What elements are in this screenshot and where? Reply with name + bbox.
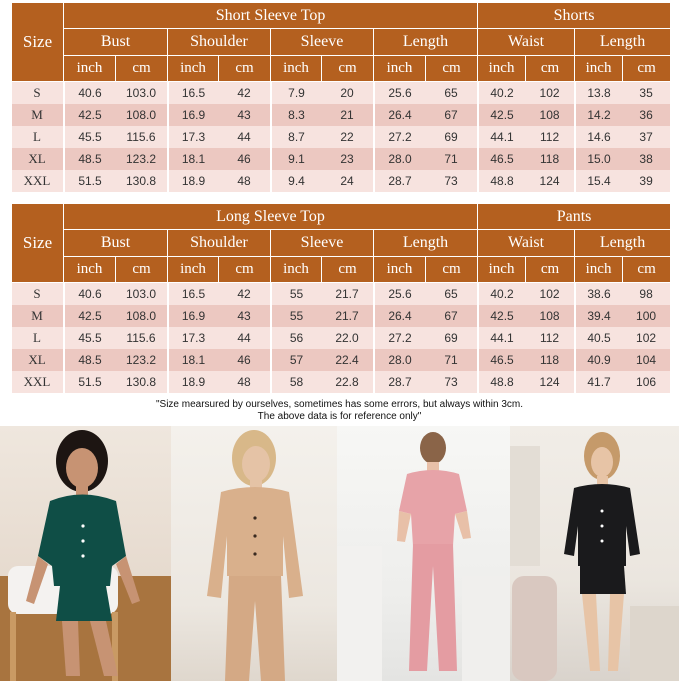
bottom-group-header: Pants [478, 204, 671, 230]
measurement-cell: 39 [623, 170, 671, 192]
measure-header: Length [575, 29, 671, 56]
measurement-cell: 16.5 [168, 82, 219, 104]
measurement-cell: 18.9 [168, 371, 219, 393]
measurement-cell: 40.9 [575, 349, 623, 371]
model-illustration [0, 426, 171, 681]
measurement-cell: 102 [526, 82, 575, 104]
table-row [12, 148, 671, 170]
measurement-cell: 44.1 [478, 126, 526, 148]
measurement-cell: 22 [322, 126, 374, 148]
unit-header: cm [322, 257, 374, 283]
measurement-cell: 42.5 [478, 305, 526, 327]
measurement-cell: 26.4 [374, 305, 426, 327]
table-body [12, 283, 671, 393]
measurement-cell: 18.9 [168, 170, 219, 192]
measurement-cell: 42 [219, 283, 271, 305]
measurement-cell: 25.6 [374, 283, 426, 305]
table-group-header-row [12, 3, 671, 29]
size-cell: M [12, 305, 64, 327]
measurement-cell: 27.2 [374, 126, 426, 148]
measurement-cell: 48 [219, 170, 271, 192]
unit-header: inch [575, 257, 623, 283]
measurement-cell: 45.5 [64, 126, 116, 148]
unit-header: inch [575, 56, 623, 82]
model-photo-black-short-set [510, 426, 679, 681]
measurement-cell: 115.6 [116, 327, 168, 349]
measurement-cell: 14.6 [575, 126, 623, 148]
unit-header: cm [219, 257, 271, 283]
measurement-cell: 38 [623, 148, 671, 170]
measurement-cell: 22.4 [322, 349, 374, 371]
measure-header: Bust [64, 230, 168, 257]
measurement-cell: 15.4 [575, 170, 623, 192]
measurement-cell: 28.0 [374, 148, 426, 170]
unit-header: cm [426, 257, 478, 283]
measurement-cell: 71 [426, 349, 478, 371]
measurement-cell: 8.3 [271, 104, 322, 126]
measurement-cell: 118 [526, 148, 575, 170]
measurement-cell: 43 [219, 305, 271, 327]
table-unit-header-row [12, 257, 671, 283]
measurement-cell: 56 [271, 327, 322, 349]
disclaimer-line-1: "Size mearsured by ourselves, sometimes has some errors, but always within 3cm. [155, 399, 524, 410]
measurement-cell: 27.2 [374, 327, 426, 349]
measurement-cell: 67 [426, 305, 478, 327]
measurement-cell: 28.7 [374, 170, 426, 192]
measurement-cell: 130.8 [116, 170, 168, 192]
table-group-header-row [12, 204, 671, 230]
measurement-cell: 100 [623, 305, 671, 327]
table-row [12, 305, 671, 327]
measurement-cell: 42.5 [64, 104, 116, 126]
measurement-cell: 28.0 [374, 349, 426, 371]
measurement-cell: 13.8 [575, 82, 623, 104]
measurement-cell: 42 [219, 82, 271, 104]
measurement-cell: 115.6 [116, 126, 168, 148]
measure-header: Shoulder [168, 29, 271, 56]
measurement-cell: 14.2 [575, 104, 623, 126]
measurement-cell: 69 [426, 126, 478, 148]
measurement-cell: 51.5 [64, 371, 116, 393]
unit-header: inch [64, 257, 116, 283]
measurement-cell: 46.5 [478, 349, 526, 371]
unit-header: cm [322, 56, 374, 82]
measurement-cell: 46.5 [478, 148, 526, 170]
table-unit-header-row [12, 56, 671, 82]
measurement-cell: 38.6 [575, 283, 623, 305]
size-cell: S [12, 82, 64, 104]
model-photo-champagne-pants-set [171, 426, 337, 681]
model-photo-green-short-set [0, 426, 171, 681]
short-sleeve-size-table [11, 2, 672, 192]
measurement-cell: 55 [271, 305, 322, 327]
measure-header: Waist [478, 29, 575, 56]
top-group-header: Short Sleeve Top [64, 3, 478, 29]
unit-header: cm [526, 56, 575, 82]
unit-header: inch [478, 56, 526, 82]
measurement-cell: 46 [219, 148, 271, 170]
measurement-cell: 123.2 [116, 148, 168, 170]
measurement-cell: 108.0 [116, 305, 168, 327]
measurement-cell: 21.7 [322, 305, 374, 327]
measurement-cell: 9.4 [271, 170, 322, 192]
bottom-group-header: Shorts [478, 3, 671, 29]
measurement-cell: 18.1 [168, 349, 219, 371]
measurement-cell: 48.5 [64, 349, 116, 371]
table-body [12, 82, 671, 192]
measurement-cell: 130.8 [116, 371, 168, 393]
measurement-cell: 123.2 [116, 349, 168, 371]
measurement-cell: 39.4 [575, 305, 623, 327]
measurement-cell: 98 [623, 283, 671, 305]
disclaimer-line-2: The above data is for reference only" [257, 411, 422, 422]
measurement-cell: 106 [623, 371, 671, 393]
measurement-cell: 22.0 [322, 327, 374, 349]
table-row [12, 170, 671, 192]
measurement-cell: 65 [426, 82, 478, 104]
size-cell: XXL [12, 170, 64, 192]
measurement-cell: 57 [271, 349, 322, 371]
unit-header: inch [374, 257, 426, 283]
measurement-cell: 48.5 [64, 148, 116, 170]
measure-header: Length [374, 230, 478, 257]
measurement-cell: 22.8 [322, 371, 374, 393]
measure-header: Shoulder [168, 230, 271, 257]
unit-header: inch [478, 257, 526, 283]
table-row [12, 82, 671, 104]
measurement-cell: 104 [623, 349, 671, 371]
measurement-cell: 7.9 [271, 82, 322, 104]
size-column-header: Size [12, 3, 64, 82]
measurement-cell: 67 [426, 104, 478, 126]
measurement-cell: 108.0 [116, 104, 168, 126]
size-cell: L [12, 327, 64, 349]
table-row [12, 349, 671, 371]
model-illustration [510, 426, 679, 681]
measurement-cell: 40.6 [64, 82, 116, 104]
measurement-cell: 71 [426, 148, 478, 170]
size-column-header: Size [12, 204, 64, 283]
table-row [12, 104, 671, 126]
table-row [12, 327, 671, 349]
unit-header: inch [374, 56, 426, 82]
unit-header: cm [623, 257, 671, 283]
unit-header: inch [168, 56, 219, 82]
unit-header: cm [426, 56, 478, 82]
measurement-cell: 20 [322, 82, 374, 104]
measurement-cell: 118 [526, 349, 575, 371]
measurement-cell: 41.7 [575, 371, 623, 393]
measurement-cell: 102 [623, 327, 671, 349]
measurement-cell: 21 [322, 104, 374, 126]
measurement-cell: 24 [322, 170, 374, 192]
measurement-cell: 42.5 [64, 305, 116, 327]
measurement-cell: 65 [426, 283, 478, 305]
measurement-cell: 69 [426, 327, 478, 349]
measurement-cell: 40.2 [478, 283, 526, 305]
measurement-cell: 45.5 [64, 327, 116, 349]
measurement-cell: 28.7 [374, 371, 426, 393]
table-row [12, 126, 671, 148]
table-row [12, 283, 671, 305]
unit-header: inch [168, 257, 219, 283]
unit-header: inch [271, 56, 322, 82]
measurement-cell: 55 [271, 283, 322, 305]
size-cell: XXL [12, 371, 64, 393]
measurement-cell: 16.5 [168, 283, 219, 305]
measurement-cell: 37 [623, 126, 671, 148]
unit-header: inch [64, 56, 116, 82]
size-cell: XL [12, 349, 64, 371]
measurement-cell: 40.6 [64, 283, 116, 305]
top-group-header: Long Sleeve Top [64, 204, 478, 230]
measurement-cell: 102 [526, 283, 575, 305]
table-row [12, 371, 671, 393]
measurement-cell: 124 [526, 371, 575, 393]
measurement-cell: 73 [426, 371, 478, 393]
measure-header: Sleeve [271, 29, 374, 56]
measurement-cell: 36 [623, 104, 671, 126]
size-cell: M [12, 104, 64, 126]
measure-header: Sleeve [271, 230, 374, 257]
measurement-cell: 40.2 [478, 82, 526, 104]
size-cell: XL [12, 148, 64, 170]
measurement-cell: 35 [623, 82, 671, 104]
measurement-cell: 25.6 [374, 82, 426, 104]
measurement-cell: 44 [219, 327, 271, 349]
measurement-cell: 16.9 [168, 305, 219, 327]
measurement-cell: 8.7 [271, 126, 322, 148]
unit-header: cm [116, 257, 168, 283]
measurement-cell: 103.0 [116, 283, 168, 305]
measurement-cell: 46 [219, 349, 271, 371]
unit-header: cm [116, 56, 168, 82]
measurement-cell: 40.5 [575, 327, 623, 349]
measurement-cell: 43 [219, 104, 271, 126]
measurement-cell: 44.1 [478, 327, 526, 349]
table-measure-header-row [12, 29, 671, 56]
table-measure-header-row [12, 230, 671, 257]
measurement-cell: 23 [322, 148, 374, 170]
size-cell: S [12, 283, 64, 305]
measure-header: Bust [64, 29, 168, 56]
measure-header: Waist [478, 230, 575, 257]
unit-header: inch [271, 257, 322, 283]
long-sleeve-size-table [11, 203, 672, 393]
measurement-cell: 103.0 [116, 82, 168, 104]
measurement-cell: 112 [526, 126, 575, 148]
measurement-cell: 58 [271, 371, 322, 393]
measurement-cell: 48 [219, 371, 271, 393]
model-illustration [171, 426, 337, 681]
measurement-cell: 73 [426, 170, 478, 192]
measurement-cell: 9.1 [271, 148, 322, 170]
measurement-cell: 48.8 [478, 170, 526, 192]
measurement-cell: 48.8 [478, 371, 526, 393]
measurement-cell: 15.0 [575, 148, 623, 170]
measurement-cell: 51.5 [64, 170, 116, 192]
measure-header: Length [575, 230, 671, 257]
measurement-cell: 124 [526, 170, 575, 192]
measurement-cell: 108 [526, 104, 575, 126]
size-cell: L [12, 126, 64, 148]
measurement-cell: 18.1 [168, 148, 219, 170]
measurement-cell: 17.3 [168, 327, 219, 349]
measurement-cell: 21.7 [322, 283, 374, 305]
model-photo-pink-pants-set [337, 426, 510, 681]
measurement-cell: 112 [526, 327, 575, 349]
measurement-cell: 17.3 [168, 126, 219, 148]
unit-header: cm [526, 257, 575, 283]
measurement-cell: 108 [526, 305, 575, 327]
model-illustration [337, 426, 510, 681]
measurement-cell: 44 [219, 126, 271, 148]
measure-header: Length [374, 29, 478, 56]
measurement-cell: 26.4 [374, 104, 426, 126]
unit-header: cm [623, 56, 671, 82]
measurement-cell: 16.9 [168, 104, 219, 126]
measurement-cell: 42.5 [478, 104, 526, 126]
unit-header: cm [219, 56, 271, 82]
